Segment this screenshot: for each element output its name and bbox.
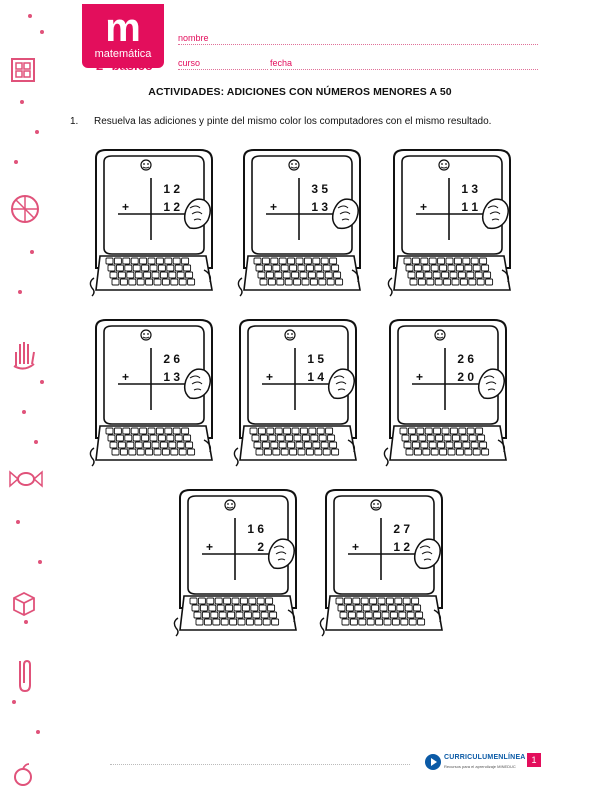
name-line[interactable]	[178, 44, 538, 45]
computer-exercise-3[interactable]	[386, 148, 516, 308]
plus-sign: +	[352, 540, 360, 554]
computer-drawing	[88, 318, 218, 478]
addend-top: 2 7	[393, 522, 410, 536]
decor-dot	[24, 620, 28, 624]
computer-exercise-4[interactable]	[88, 318, 218, 478]
decor-dot	[40, 380, 44, 384]
decor-dot	[38, 560, 42, 564]
decor-dot	[12, 700, 16, 704]
page-number: 1	[527, 753, 541, 767]
computer-exercise-1[interactable]	[88, 148, 218, 308]
computer-exercise-7[interactable]	[172, 488, 302, 648]
computer-drawing	[88, 148, 218, 308]
play-logo-icon	[424, 753, 442, 771]
decor-dot	[40, 30, 44, 34]
course-line[interactable]	[178, 69, 268, 70]
computer-drawing	[232, 318, 362, 478]
addend-top: 2 6	[163, 352, 180, 366]
instruction-number: 1.	[70, 116, 79, 127]
plus-sign: +	[206, 540, 214, 554]
calculator-icon	[8, 55, 38, 85]
addend-top: 1 5	[307, 352, 324, 366]
computer-exercise-8[interactable]	[318, 488, 448, 648]
addend-top: 2 6	[457, 352, 474, 366]
addend-bottom: 1 3	[311, 200, 328, 214]
brand-tagline: Recursos para el aprendizaje MINEDUC	[444, 764, 516, 769]
apple-icon	[8, 760, 38, 790]
logo-letter: m	[105, 6, 141, 50]
decor-dot	[35, 130, 39, 134]
computer-drawing	[172, 488, 302, 648]
decorative-strip	[0, 0, 55, 800]
addend-bottom: 2 0	[457, 370, 474, 384]
decor-dot	[18, 290, 22, 294]
brand-name: CURRICULUMENLÍNEA	[444, 754, 526, 761]
instruction	[70, 116, 491, 127]
candy-icon	[8, 466, 44, 492]
logo-subject: matemática	[94, 48, 152, 60]
addend-bottom: 1 3	[163, 370, 180, 384]
computer-drawing	[236, 148, 366, 308]
addend-bottom: 2	[257, 540, 264, 554]
orange-slice-icon	[8, 192, 42, 226]
name-label: nombre	[178, 33, 209, 43]
curriculum-brand	[424, 752, 524, 774]
plus-sign: +	[122, 200, 130, 214]
date-line[interactable]	[270, 69, 538, 70]
addend-bottom: 1 1	[461, 200, 478, 214]
plus-sign: +	[420, 200, 428, 214]
decor-dot	[16, 520, 20, 524]
decor-dot	[14, 160, 18, 164]
computer-exercise-5[interactable]	[232, 318, 362, 478]
addend-top: 3 5	[311, 182, 328, 196]
addend-bottom: 1 4	[307, 370, 324, 384]
addend-top: 1 6	[247, 522, 264, 536]
decor-dot	[34, 440, 38, 444]
instruction-text: Resuelva las adiciones y pinte del mismo color los computadores con el mismo resultado.	[94, 116, 492, 127]
plus-sign: +	[416, 370, 424, 384]
plus-sign: +	[122, 370, 130, 384]
addend-bottom: 1 2	[163, 200, 180, 214]
computer-drawing	[318, 488, 448, 648]
computer-drawing	[386, 148, 516, 308]
course-label: curso	[178, 58, 201, 68]
addend-bottom: 1 2	[393, 540, 410, 554]
plus-sign: +	[270, 200, 278, 214]
cube-icon	[8, 588, 38, 618]
footer-divider	[110, 764, 410, 765]
decor-dot	[22, 410, 26, 414]
decor-dot	[28, 14, 32, 18]
date-label: fecha	[270, 58, 293, 68]
decor-dot	[36, 730, 40, 734]
worksheet-title: ACTIVIDADES: ADICIONES CON NÚMEROS MENORES A 50	[148, 86, 452, 98]
addend-top: 1 3	[461, 182, 478, 196]
computer-exercise-6[interactable]	[382, 318, 512, 478]
computer-exercise-2[interactable]	[236, 148, 366, 308]
paperclip-icon	[8, 655, 38, 695]
addend-top: 1 2	[163, 182, 180, 196]
hand-icon	[8, 338, 42, 372]
decor-dot	[30, 250, 34, 254]
computer-drawing	[382, 318, 512, 478]
plus-sign: +	[266, 370, 274, 384]
grade-label: 2º básico	[96, 58, 153, 73]
decor-dot	[20, 100, 24, 104]
